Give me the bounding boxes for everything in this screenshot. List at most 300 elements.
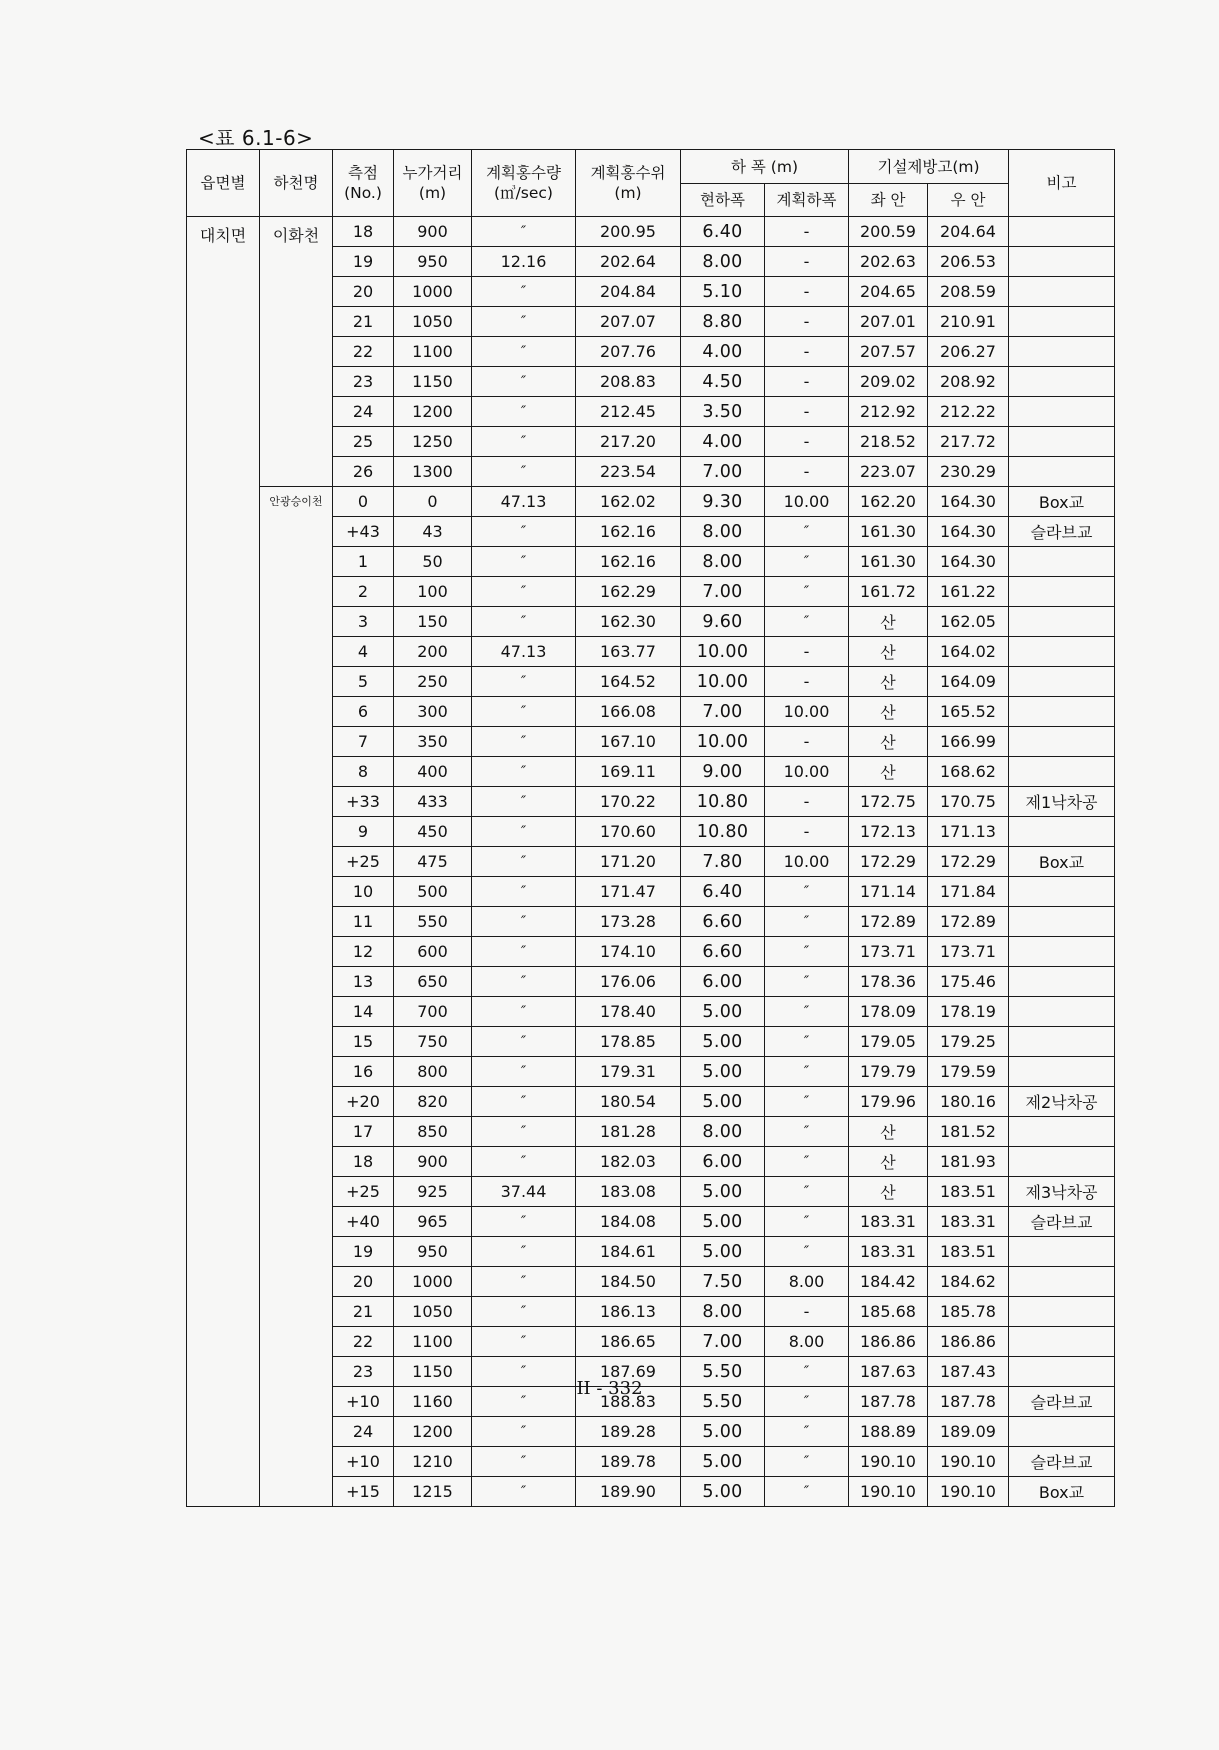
cell-width-current: 8.00 — [681, 1297, 765, 1327]
cell-width-current: 4.00 — [681, 427, 765, 457]
header-width-planned: 계획하폭 — [765, 184, 849, 217]
cell-bank-right: 210.91 — [928, 307, 1009, 337]
cell-width-current: 5.00 — [681, 1057, 765, 1087]
cell-level: 184.50 — [576, 1267, 681, 1297]
cell-width-current: 3.50 — [681, 397, 765, 427]
cell-bank-left: 산 — [849, 727, 928, 757]
cell-bank-right: 186.86 — [928, 1327, 1009, 1357]
cell-width-current: 5.00 — [681, 1087, 765, 1117]
cell-width-current: 9.60 — [681, 607, 765, 637]
cell-level: 173.28 — [576, 907, 681, 937]
cell-width-planned: ″ — [765, 1207, 849, 1237]
cell-distance: 800 — [394, 1057, 472, 1087]
cell-width-planned: - — [765, 337, 849, 367]
cell-discharge: ″ — [472, 277, 576, 307]
cell-bank-right: 171.84 — [928, 877, 1009, 907]
page-number: II - 332 — [576, 1378, 643, 1399]
cell-distance: 300 — [394, 697, 472, 727]
cell-bank-left: 179.05 — [849, 1027, 928, 1057]
cell-bank-left: 179.96 — [849, 1087, 928, 1117]
cell-distance: 1200 — [394, 397, 472, 427]
cell-station: 26 — [333, 457, 394, 487]
cell-distance: 1100 — [394, 337, 472, 367]
cell-bank-right: 208.59 — [928, 277, 1009, 307]
cell-distance: 1210 — [394, 1447, 472, 1477]
cell-width-planned: ″ — [765, 1027, 849, 1057]
cell-width-planned: - — [765, 217, 849, 247]
cell-level: 166.08 — [576, 697, 681, 727]
cell-width-current: 7.00 — [681, 1327, 765, 1357]
cell-distance: 950 — [394, 1237, 472, 1267]
cell-remarks: 슬라브교 — [1009, 517, 1115, 547]
cell-distance: 1050 — [394, 307, 472, 337]
cell-width-current: 10.80 — [681, 817, 765, 847]
cell-level: 183.08 — [576, 1177, 681, 1207]
cell-bank-left: 204.65 — [849, 277, 928, 307]
cell-level: 188.83 — [576, 1387, 681, 1417]
cell-station: 3 — [333, 607, 394, 637]
cell-width-planned: ″ — [765, 547, 849, 577]
cell-width-planned: - — [765, 637, 849, 667]
cell-remarks — [1009, 817, 1115, 847]
cell-width-current: 5.00 — [681, 1417, 765, 1447]
cell-discharge: ″ — [472, 1027, 576, 1057]
cell-bank-left: 172.75 — [849, 787, 928, 817]
cell-level: 162.16 — [576, 517, 681, 547]
cell-distance: 43 — [394, 517, 472, 547]
cell-remarks — [1009, 727, 1115, 757]
cell-distance: 50 — [394, 547, 472, 577]
cell-station: +25 — [333, 847, 394, 877]
cell-distance: 750 — [394, 1027, 472, 1057]
cell-discharge: ″ — [472, 547, 576, 577]
cell-discharge: ″ — [472, 907, 576, 937]
cell-distance: 950 — [394, 247, 472, 277]
cell-width-planned: ″ — [765, 1177, 849, 1207]
cell-width-current: 6.60 — [681, 937, 765, 967]
cell-bank-left: 212.92 — [849, 397, 928, 427]
cell-distance: 1160 — [394, 1387, 472, 1417]
cell-remarks — [1009, 1147, 1115, 1177]
cell-remarks: Box교 — [1009, 1477, 1115, 1507]
cell-remarks — [1009, 607, 1115, 637]
cell-width-current: 5.00 — [681, 1207, 765, 1237]
cell-width-current: 8.00 — [681, 1117, 765, 1147]
cell-level: 162.29 — [576, 577, 681, 607]
cell-bank-left: 산 — [849, 1147, 928, 1177]
cell-station: 20 — [333, 1267, 394, 1297]
cell-width-planned: ″ — [765, 997, 849, 1027]
cell-level: 163.77 — [576, 637, 681, 667]
cell-width-current: 5.10 — [681, 277, 765, 307]
cell-discharge: ″ — [472, 217, 576, 247]
table-header — [187, 150, 1115, 217]
cell-level: 171.47 — [576, 877, 681, 907]
cell-bank-right: 179.25 — [928, 1027, 1009, 1057]
cell-bank-right: 172.89 — [928, 907, 1009, 937]
cell-remarks — [1009, 577, 1115, 607]
cell-remarks: Box교 — [1009, 487, 1115, 517]
cell-station: 6 — [333, 697, 394, 727]
cell-station: 21 — [333, 1297, 394, 1327]
header-width-group: 하 폭 (m) — [681, 150, 849, 184]
cell-distance: 1300 — [394, 457, 472, 487]
cell-width-current: 6.40 — [681, 217, 765, 247]
cell-remarks — [1009, 967, 1115, 997]
cell-width-current: 4.00 — [681, 337, 765, 367]
cell-bank-left: 산 — [849, 1117, 928, 1147]
cell-width-planned: ″ — [765, 1147, 849, 1177]
cell-bank-left: 172.13 — [849, 817, 928, 847]
cell-station: 16 — [333, 1057, 394, 1087]
cell-width-planned: - — [765, 787, 849, 817]
cell-distance: 700 — [394, 997, 472, 1027]
cell-distance: 600 — [394, 937, 472, 967]
cell-level: 162.16 — [576, 547, 681, 577]
cell-discharge: ″ — [472, 1417, 576, 1447]
cell-width-current: 6.40 — [681, 877, 765, 907]
cell-remarks — [1009, 307, 1115, 337]
cell-discharge: ″ — [472, 457, 576, 487]
cell-width-planned: 8.00 — [765, 1267, 849, 1297]
cell-station: 2 — [333, 577, 394, 607]
cell-width-current: 6.60 — [681, 907, 765, 937]
cell-level: 169.11 — [576, 757, 681, 787]
cell-level: 184.61 — [576, 1237, 681, 1267]
cell-level: 178.40 — [576, 997, 681, 1027]
cell-station: 22 — [333, 337, 394, 367]
cell-distance: 475 — [394, 847, 472, 877]
cell-bank-left: 172.89 — [849, 907, 928, 937]
cell-bank-left: 223.07 — [849, 457, 928, 487]
cell-discharge: ″ — [472, 1327, 576, 1357]
cell-bank-left: 202.63 — [849, 247, 928, 277]
cell-discharge: ″ — [472, 607, 576, 637]
cell-bank-left: 162.20 — [849, 487, 928, 517]
cell-distance: 100 — [394, 577, 472, 607]
cell-bank-left: 187.63 — [849, 1357, 928, 1387]
cell-width-current: 5.00 — [681, 997, 765, 1027]
cell-bank-right: 179.59 — [928, 1057, 1009, 1087]
cell-station: +40 — [333, 1207, 394, 1237]
cell-bank-left: 209.02 — [849, 367, 928, 397]
cell-station: +20 — [333, 1087, 394, 1117]
cell-width-current: 7.50 — [681, 1267, 765, 1297]
cell-width-planned: - — [765, 367, 849, 397]
cell-remarks — [1009, 1057, 1115, 1087]
cell-remarks — [1009, 337, 1115, 367]
cell-level: 204.84 — [576, 277, 681, 307]
cell-bank-right: 184.62 — [928, 1267, 1009, 1297]
cell-station: 25 — [333, 427, 394, 457]
cell-bank-right: 164.09 — [928, 667, 1009, 697]
cell-bank-right: 183.31 — [928, 1207, 1009, 1237]
cell-width-planned: 10.00 — [765, 487, 849, 517]
cell-width-planned: 10.00 — [765, 697, 849, 727]
cell-level: 162.30 — [576, 607, 681, 637]
cell-bank-left: 207.01 — [849, 307, 928, 337]
cell-bank-right: 164.30 — [928, 547, 1009, 577]
cell-bank-right: 206.53 — [928, 247, 1009, 277]
cell-width-current: 5.00 — [681, 1237, 765, 1267]
cell-bank-left: 218.52 — [849, 427, 928, 457]
cell-bank-left: 187.78 — [849, 1387, 928, 1417]
cell-level: 178.85 — [576, 1027, 681, 1057]
cell-station: 21 — [333, 307, 394, 337]
cell-discharge: 37.44 — [472, 1177, 576, 1207]
cell-level: 189.90 — [576, 1477, 681, 1507]
cell-bank-left: 171.14 — [849, 877, 928, 907]
cell-bank-right: 178.19 — [928, 997, 1009, 1027]
cell-discharge: ″ — [472, 877, 576, 907]
cell-station: 18 — [333, 1147, 394, 1177]
cell-discharge: 47.13 — [472, 487, 576, 517]
cell-discharge: ″ — [472, 397, 576, 427]
header-bank-left: 좌 안 — [849, 184, 928, 217]
cell-bank-left: 200.59 — [849, 217, 928, 247]
cell-discharge: ″ — [472, 787, 576, 817]
cell-distance: 965 — [394, 1207, 472, 1237]
table-body — [187, 217, 1115, 1507]
header-remarks: 비고 — [1009, 150, 1115, 217]
cell-level: 176.06 — [576, 967, 681, 997]
cell-station: 19 — [333, 1237, 394, 1267]
river-data-table — [186, 149, 1115, 1507]
header-level: 계획홍수위 (m) — [576, 150, 681, 217]
cell-width-planned: ″ — [765, 517, 849, 547]
cell-width-planned: - — [765, 307, 849, 337]
cell-distance: 350 — [394, 727, 472, 757]
cell-distance: 433 — [394, 787, 472, 817]
cell-bank-right: 175.46 — [928, 967, 1009, 997]
cell-bank-right: 189.09 — [928, 1417, 1009, 1447]
cell-station: +25 — [333, 1177, 394, 1207]
cell-remarks — [1009, 1417, 1115, 1447]
cell-level: 170.22 — [576, 787, 681, 817]
cell-bank-right: 171.13 — [928, 817, 1009, 847]
cell-width-current: 5.50 — [681, 1357, 765, 1387]
cell-bank-right: 185.78 — [928, 1297, 1009, 1327]
cell-distance: 850 — [394, 1117, 472, 1147]
header-river: 하천명 — [260, 150, 333, 217]
cell-level: 171.20 — [576, 847, 681, 877]
cell-bank-right: 208.92 — [928, 367, 1009, 397]
cell-discharge: 47.13 — [472, 637, 576, 667]
cell-level: 167.10 — [576, 727, 681, 757]
cell-distance: 820 — [394, 1087, 472, 1117]
cell-bank-left: 산 — [849, 697, 928, 727]
cell-distance: 1250 — [394, 427, 472, 457]
cell-remarks — [1009, 1027, 1115, 1057]
cell-bank-left: 184.42 — [849, 1267, 928, 1297]
cell-river: 안광승이천 — [260, 487, 333, 1507]
cell-width-planned: 10.00 — [765, 757, 849, 787]
cell-bank-left: 산 — [849, 757, 928, 787]
cell-remarks — [1009, 1237, 1115, 1267]
cell-discharge: ″ — [472, 1087, 576, 1117]
cell-discharge: ″ — [472, 757, 576, 787]
cell-discharge: ″ — [472, 1147, 576, 1177]
header-bank-right: 우 안 — [928, 184, 1009, 217]
cell-width-planned: ″ — [765, 607, 849, 637]
cell-discharge: ″ — [472, 697, 576, 727]
cell-width-planned: - — [765, 277, 849, 307]
cell-width-planned: ″ — [765, 1357, 849, 1387]
cell-remarks — [1009, 217, 1115, 247]
cell-width-current: 5.00 — [681, 1447, 765, 1477]
cell-river: 이화천 — [260, 217, 333, 487]
cell-width-current: 7.00 — [681, 697, 765, 727]
cell-discharge: ″ — [472, 1447, 576, 1477]
cell-distance: 550 — [394, 907, 472, 937]
cell-width-planned: ″ — [765, 1117, 849, 1147]
cell-remarks: 제1낙차공 — [1009, 787, 1115, 817]
cell-bank-left: 178.09 — [849, 997, 928, 1027]
cell-discharge: 12.16 — [472, 247, 576, 277]
cell-width-planned: ″ — [765, 937, 849, 967]
cell-bank-right: 206.27 — [928, 337, 1009, 367]
cell-width-planned: ″ — [765, 1417, 849, 1447]
cell-distance: 0 — [394, 487, 472, 517]
cell-bank-left: 178.36 — [849, 967, 928, 997]
cell-remarks — [1009, 1267, 1115, 1297]
cell-width-planned: ″ — [765, 1477, 849, 1507]
cell-bank-right: 161.22 — [928, 577, 1009, 607]
cell-station: 5 — [333, 667, 394, 697]
cell-distance: 1150 — [394, 367, 472, 397]
cell-station: 20 — [333, 277, 394, 307]
cell-station: +10 — [333, 1387, 394, 1417]
cell-level: 189.78 — [576, 1447, 681, 1477]
cell-station: 11 — [333, 907, 394, 937]
cell-width-planned: - — [765, 247, 849, 277]
table-row — [187, 217, 1115, 247]
cell-width-planned: 8.00 — [765, 1327, 849, 1357]
cell-remarks — [1009, 667, 1115, 697]
cell-discharge: ″ — [472, 577, 576, 607]
cell-discharge: ″ — [472, 1267, 576, 1297]
cell-level: 170.60 — [576, 817, 681, 847]
cell-remarks — [1009, 427, 1115, 457]
cell-remarks — [1009, 1297, 1115, 1327]
cell-width-planned: ″ — [765, 1447, 849, 1477]
cell-distance: 450 — [394, 817, 472, 847]
cell-level: 186.65 — [576, 1327, 681, 1357]
cell-station: 13 — [333, 967, 394, 997]
cell-bank-right: 164.02 — [928, 637, 1009, 667]
cell-discharge: ″ — [472, 937, 576, 967]
cell-level: 186.13 — [576, 1297, 681, 1327]
cell-station: +43 — [333, 517, 394, 547]
cell-bank-left: 185.68 — [849, 1297, 928, 1327]
cell-distance: 900 — [394, 1147, 472, 1177]
cell-distance: 1100 — [394, 1327, 472, 1357]
cell-distance: 200 — [394, 637, 472, 667]
cell-level: 184.08 — [576, 1207, 681, 1237]
cell-remarks — [1009, 757, 1115, 787]
cell-bank-left: 186.86 — [849, 1327, 928, 1357]
cell-remarks: 제2낙차공 — [1009, 1087, 1115, 1117]
cell-bank-right: 204.64 — [928, 217, 1009, 247]
cell-discharge: ″ — [472, 1207, 576, 1237]
cell-remarks: 슬라브교 — [1009, 1447, 1115, 1477]
cell-district: 대치면 — [187, 217, 260, 1507]
cell-bank-left: 산 — [849, 607, 928, 637]
cell-width-current: 4.50 — [681, 367, 765, 397]
cell-width-planned: - — [765, 817, 849, 847]
cell-bank-right: 166.99 — [928, 727, 1009, 757]
cell-width-current: 10.80 — [681, 787, 765, 817]
cell-level: 174.10 — [576, 937, 681, 967]
cell-remarks — [1009, 937, 1115, 967]
header-station: 측점 (No.) — [333, 150, 394, 217]
cell-width-current: 7.00 — [681, 457, 765, 487]
cell-remarks — [1009, 367, 1115, 397]
cell-remarks — [1009, 907, 1115, 937]
cell-discharge: ″ — [472, 1357, 576, 1387]
cell-discharge: ″ — [472, 727, 576, 757]
cell-width-current: 6.00 — [681, 1147, 765, 1177]
cell-width-planned: ″ — [765, 577, 849, 607]
cell-distance: 400 — [394, 757, 472, 787]
cell-remarks — [1009, 1117, 1115, 1147]
cell-discharge: ″ — [472, 667, 576, 697]
cell-distance: 925 — [394, 1177, 472, 1207]
cell-bank-left: 207.57 — [849, 337, 928, 367]
cell-width-planned: ″ — [765, 1237, 849, 1267]
cell-width-current: 5.00 — [681, 1177, 765, 1207]
header-distance: 누가거리 (m) — [394, 150, 472, 217]
cell-discharge: ″ — [472, 517, 576, 547]
cell-width-planned: - — [765, 427, 849, 457]
cell-discharge: ″ — [472, 427, 576, 457]
cell-level: 182.03 — [576, 1147, 681, 1177]
header-discharge: 계획홍수량 (㎥/sec) — [472, 150, 576, 217]
cell-station: 12 — [333, 937, 394, 967]
cell-station: 0 — [333, 487, 394, 517]
cell-bank-left: 161.30 — [849, 517, 928, 547]
cell-width-current: 7.80 — [681, 847, 765, 877]
cell-bank-right: 183.51 — [928, 1237, 1009, 1267]
cell-bank-right: 181.93 — [928, 1147, 1009, 1177]
cell-level: 189.28 — [576, 1417, 681, 1447]
cell-station: 18 — [333, 217, 394, 247]
cell-width-planned: - — [765, 667, 849, 697]
cell-station: 24 — [333, 397, 394, 427]
cell-width-current: 8.00 — [681, 547, 765, 577]
cell-width-current: 9.00 — [681, 757, 765, 787]
cell-level: 202.64 — [576, 247, 681, 277]
cell-station: 10 — [333, 877, 394, 907]
cell-width-current: 5.00 — [681, 1027, 765, 1057]
cell-discharge: ″ — [472, 1057, 576, 1087]
cell-discharge: ″ — [472, 1387, 576, 1417]
cell-bank-right: 170.75 — [928, 787, 1009, 817]
cell-distance: 650 — [394, 967, 472, 997]
cell-remarks — [1009, 877, 1115, 907]
cell-station: 17 — [333, 1117, 394, 1147]
cell-width-current: 8.80 — [681, 307, 765, 337]
cell-level: 207.76 — [576, 337, 681, 367]
cell-remarks — [1009, 637, 1115, 667]
cell-bank-right: 164.30 — [928, 517, 1009, 547]
cell-bank-left: 188.89 — [849, 1417, 928, 1447]
cell-level: 223.54 — [576, 457, 681, 487]
cell-discharge: ″ — [472, 847, 576, 877]
cell-bank-right: 187.43 — [928, 1357, 1009, 1387]
cell-bank-right: 187.78 — [928, 1387, 1009, 1417]
header-district: 읍면별 — [187, 150, 260, 217]
